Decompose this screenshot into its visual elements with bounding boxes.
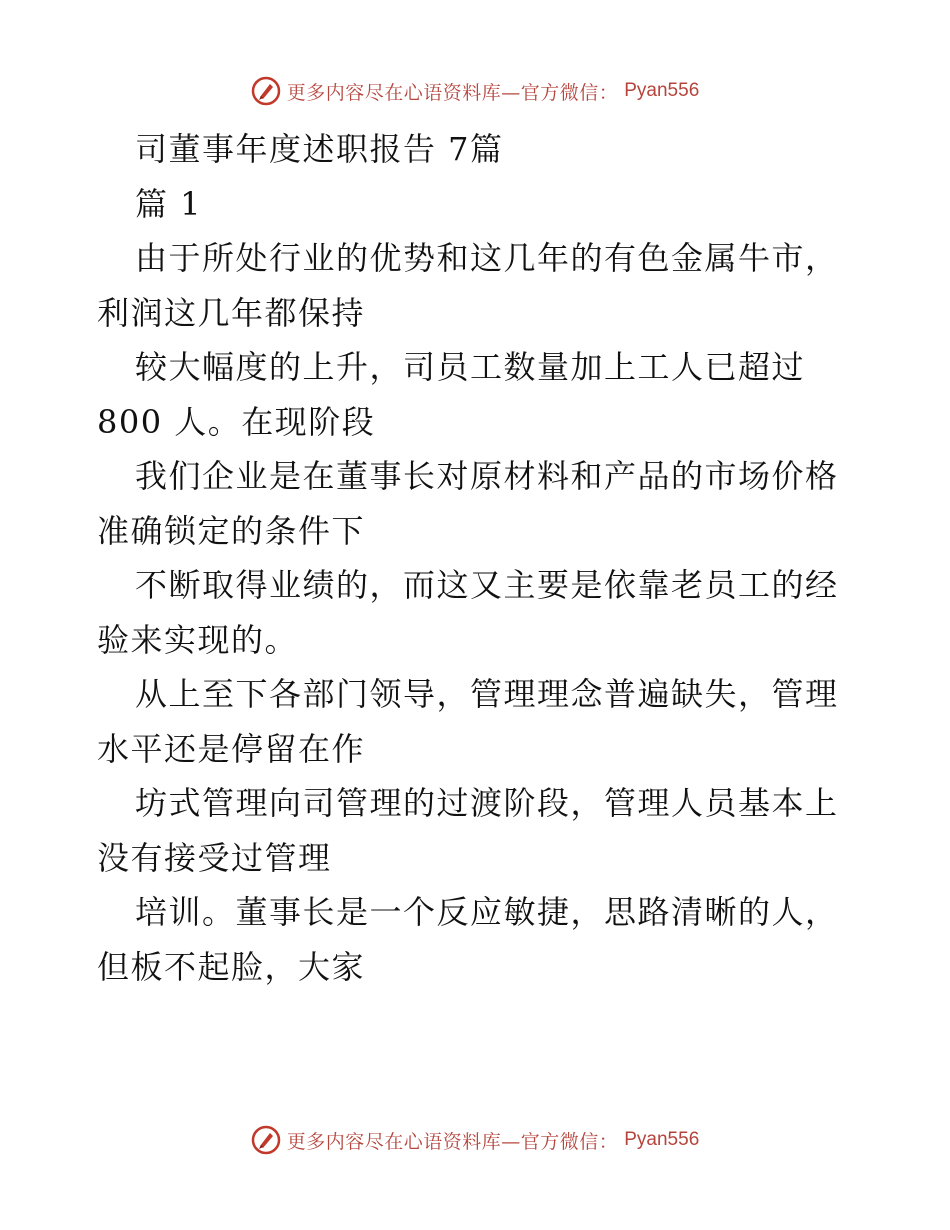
paragraph-line: 准确锁定的条件下	[97, 511, 366, 550]
paragraph-line: 不断取得业绩的，而这又主要是依靠老员工的经	[135, 566, 839, 604]
paragraph-line: 利润这几年都保持	[97, 293, 366, 332]
paragraph-line: 由于所处行业的优势和这几年的有色金属牛市，	[135, 239, 839, 277]
watermark-id: Pyan556	[624, 80, 700, 101]
section-heading: 篇 1	[135, 184, 203, 223]
pen-logo-icon	[251, 76, 281, 106]
paragraph-line: 培训。董事长是一个反应敏捷，思路清晰的人，	[135, 893, 839, 931]
paragraph-line: 较大幅度的上升，司员工数量加上工人已超过	[135, 348, 806, 386]
paragraph-line: 但板不起脸，大家	[97, 947, 366, 986]
watermark-header	[0, 71, 950, 111]
watermark-id: Pyan556	[624, 1129, 700, 1150]
paragraph-line: 坊式管理向司管理的过渡阶段，管理人员基本上	[135, 784, 839, 822]
paragraph-line: 我们企业是在董事长对原材料和产品的市场价格	[135, 457, 839, 495]
watermark-text: 更多内容尽在心语资料库—官方微信：	[286, 1130, 619, 1153]
paragraph-line: 水平还是停留在作	[97, 729, 366, 768]
paragraph-line: 验来实现的。	[97, 620, 299, 659]
paragraph-line: 从上至下各部门领导，管理理念普遍缺失，管理	[135, 675, 839, 713]
paragraph-line: 800 人。在现阶段	[97, 402, 376, 441]
document-body	[97, 122, 857, 994]
pen-logo-icon	[251, 1125, 281, 1155]
watermark-footer	[0, 1120, 950, 1160]
watermark-text: 更多内容尽在心语资料库—官方微信：	[286, 81, 619, 104]
paragraph-line: 没有接受过管理	[97, 838, 332, 877]
document-title: 司董事年度述职报告 7篇	[135, 130, 504, 168]
